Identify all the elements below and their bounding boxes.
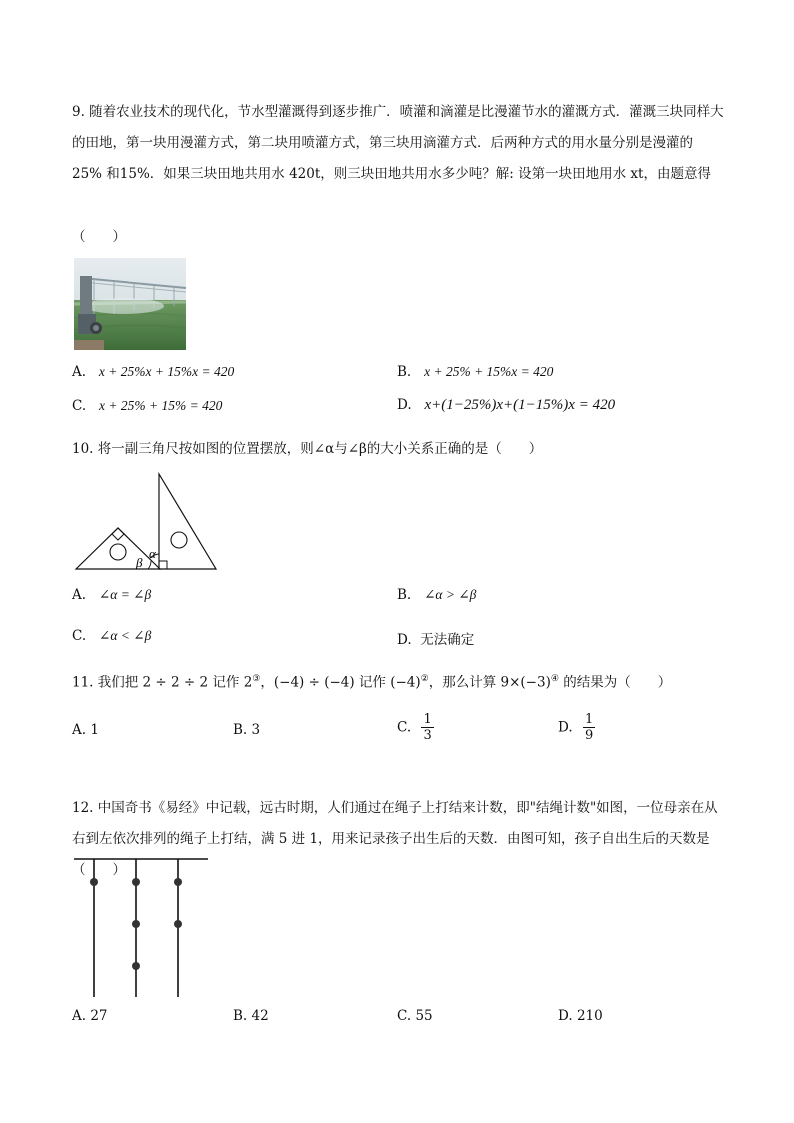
option-10-c[interactable] [72, 628, 151, 644]
knot [90, 878, 98, 886]
stem-text: ，(−4) ÷ (−4) 记作 (−4) [260, 674, 421, 691]
triangle-rulers-figure [74, 472, 219, 572]
option-expression: 3 [251, 722, 261, 738]
angle-beta-label: β [136, 555, 143, 570]
superscript-mark: ③ [252, 674, 261, 684]
fraction: $\frac{1}{3}$ [423, 712, 432, 743]
option-letter: B. [397, 587, 412, 603]
option-expression: ∠α < ∠β [99, 628, 152, 643]
question-9-stem: 9. 随着农业技术的现代化，节水型灌溉得到逐步推广．喷灌和滴灌是比漫灌节水的灌溉方式．灌溉三块同样大的田地，第一块用漫灌方式，第二块用喷灌方式，第三块用滴灌方式．后两种方式的用水量分别是漫灌的 25% 和15%．如果三块田地共用水 420t，则三块田地共用水多少吨？解: 设第一块田地用水 xt，由题意得 [72, 104, 724, 182]
irrigation-photo [74, 258, 186, 350]
angle-alpha-label: α [149, 546, 156, 561]
option-expression: 27 [90, 1008, 108, 1024]
option-11-a[interactable] [72, 722, 99, 738]
option-expression: 1 [90, 722, 99, 738]
option-letter: B. [397, 364, 412, 380]
option-10-a[interactable] [72, 587, 151, 603]
option-letter: C. [72, 398, 87, 414]
superscript-mark: ② [420, 674, 429, 684]
superscript-mark: ④ [550, 674, 559, 684]
option-letter: D. [397, 632, 412, 648]
option-12-b[interactable] [233, 1008, 269, 1024]
option-expression: x + 25%x + 15%x = 420 [98, 364, 235, 379]
option-12-c[interactable] [397, 1008, 433, 1024]
option-letter: B. [233, 1008, 248, 1024]
set-square-hole [110, 544, 126, 560]
option-expression: 55 [415, 1008, 433, 1024]
option-9-d[interactable] [397, 397, 615, 414]
knot [174, 878, 182, 886]
option-11-b[interactable] [233, 722, 260, 738]
option-expression: ∠α > ∠β [424, 587, 477, 602]
option-9-a[interactable] [72, 364, 234, 380]
option-letter: D. [397, 397, 412, 413]
option-expression: x+(1−25%)x+(1−15%)x = 420 [424, 397, 616, 413]
option-letter: D. [558, 1008, 573, 1024]
stem-text: 11. 我们把 2 ÷ 2 ÷ 2 记作 2 [72, 674, 253, 691]
option-10-d[interactable] [397, 628, 474, 648]
option-letter: A. [72, 587, 87, 603]
question-9-paren: （ ） [72, 229, 126, 245]
set-square-hole [171, 532, 187, 548]
option-letter: B. [233, 722, 248, 738]
option-11-d[interactable] [558, 712, 595, 743]
option-letter: C. [72, 628, 87, 644]
knot [132, 878, 140, 886]
option-11-c[interactable] [397, 712, 434, 743]
option-9-c[interactable] [72, 398, 222, 414]
question-11-stem [72, 664, 724, 699]
option-letter: C. [397, 1008, 412, 1024]
knot [174, 920, 182, 928]
option-letter: C. [397, 719, 412, 736]
option-expression: ∠α = ∠β [98, 587, 152, 602]
option-letter: A. [72, 1008, 87, 1024]
option-12-d[interactable] [558, 1008, 603, 1024]
option-12-a[interactable] [72, 1008, 108, 1024]
stem-text: ，那么计算 9×(−3) [428, 674, 551, 691]
option-expression: x + 25% + 15%x = 420 [424, 364, 554, 379]
option-10-b[interactable] [397, 587, 476, 603]
question-10-stem: 10. 将一副三角尺按如图的位置摆放，则∠α与∠β的大小关系正确的是（ ） [72, 441, 543, 457]
fraction: $\frac{1}{9}$ [584, 712, 594, 743]
option-expression: 无法确定 [420, 632, 475, 648]
knot-counting-figure [74, 855, 210, 1001]
knot [132, 962, 140, 970]
option-letter: A. [72, 364, 87, 380]
option-expression: x + 25% + 15% = 420 [99, 398, 223, 413]
option-9-b[interactable] [397, 364, 553, 380]
stem-text: 的结果为（ ） [558, 674, 672, 691]
knot [132, 920, 140, 928]
question-12-stem: 12. 中国奇书《易经》中记载，远古时期，人们通过在绳子上打结来计数，即"结绳计数"如图，一位母亲在从右到左依次排列的绳子上打结，满 5 进 1，用来记录孩子出生后的天数．由图可知，孩子自出生后的天数是（ ） [72, 800, 718, 878]
option-expression: 42 [251, 1008, 269, 1024]
option-letter: D. [558, 719, 573, 736]
option-expression: 210 [576, 1008, 603, 1024]
option-letter: A. [72, 722, 87, 738]
